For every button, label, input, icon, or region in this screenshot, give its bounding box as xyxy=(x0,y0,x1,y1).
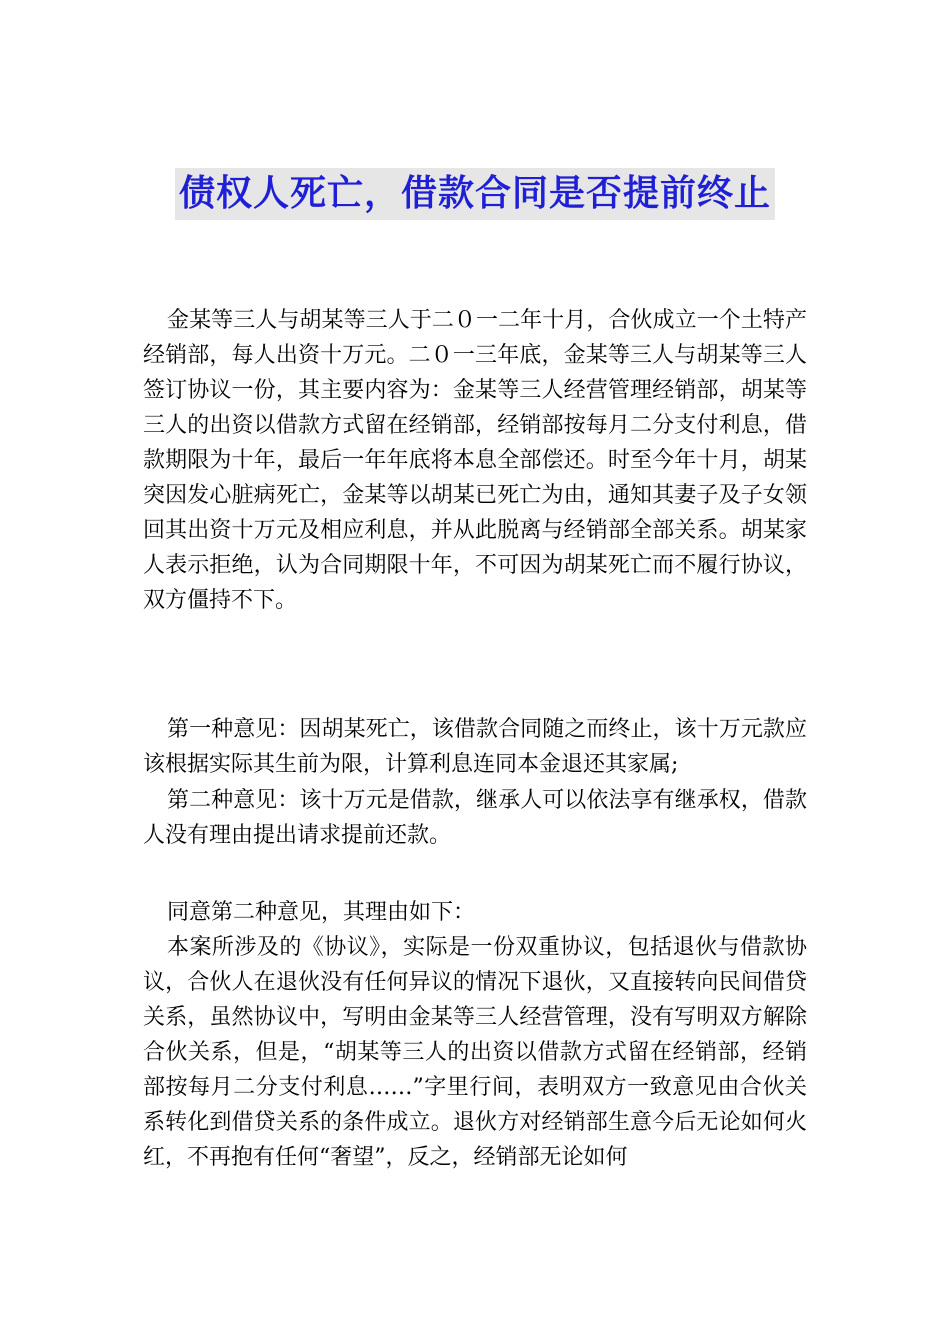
paragraph-opinion-one: 第一种意见：因胡某死亡，该借款合同随之而终止，该十万元款应该根据实际其生前为限，计算利息连同本金退还其家属; xyxy=(143,717,807,777)
paragraph-reasoning: 本案所涉及的《协议》，实际是一份双重协议，包括退伙与借款协议，合伙人在退伙没有任何异议的情况下退伙，又直接转向民间借贷关系，虽然协议中，写明由金某等三人经营管理，没有写明双方解除合伙关系，但是，“胡某等三人的出资以借款方式留在经销部，经销部按每月二分支付利息……”字里行间，表明双方一致意见由合伙关系转化到借贷关系的条件成立。退伙方对经销部生意今后无论如何火红，不再抱有任何“奢望”，反之，经销部无论如何 xyxy=(143,935,807,1170)
paragraph-opinion-two: 第二种意见：该十万元是借款，继承人可以依法享有继承权，借款人没有理由提出请求提前还款。 xyxy=(143,788,807,848)
title-container xyxy=(0,168,950,220)
paragraph-agree-intro: 同意第二种意见，其理由如下： xyxy=(167,900,476,925)
document-title: 债权人死亡，借款合同是否提前终止 xyxy=(175,168,775,220)
paragraph-case-facts: 金某等三人与胡某等三人于二０一二年十月，合伙成立一个土特产经销部，每人出资十万元。二０一三年底，金某等三人与胡某等三人签订协议一份，其主要内容为：金某等三人经营管理经销部，胡某等三人的出资以借款方式留在经销部，经销部按每月二分支付利息，借款期限为十年，最后一年年底将本息全部偿还。时至今年十月，胡某突因发心脏病死亡，金某等以胡某已死亡为由，通知其妻子及子女领回其出资十万元及相应利息，并从此脱离与经销部全部关系。胡某家人表示拒绝，认为合同期限十年，不可因为胡某死亡而不履行协议，双方僵持不下。 xyxy=(143,308,807,613)
